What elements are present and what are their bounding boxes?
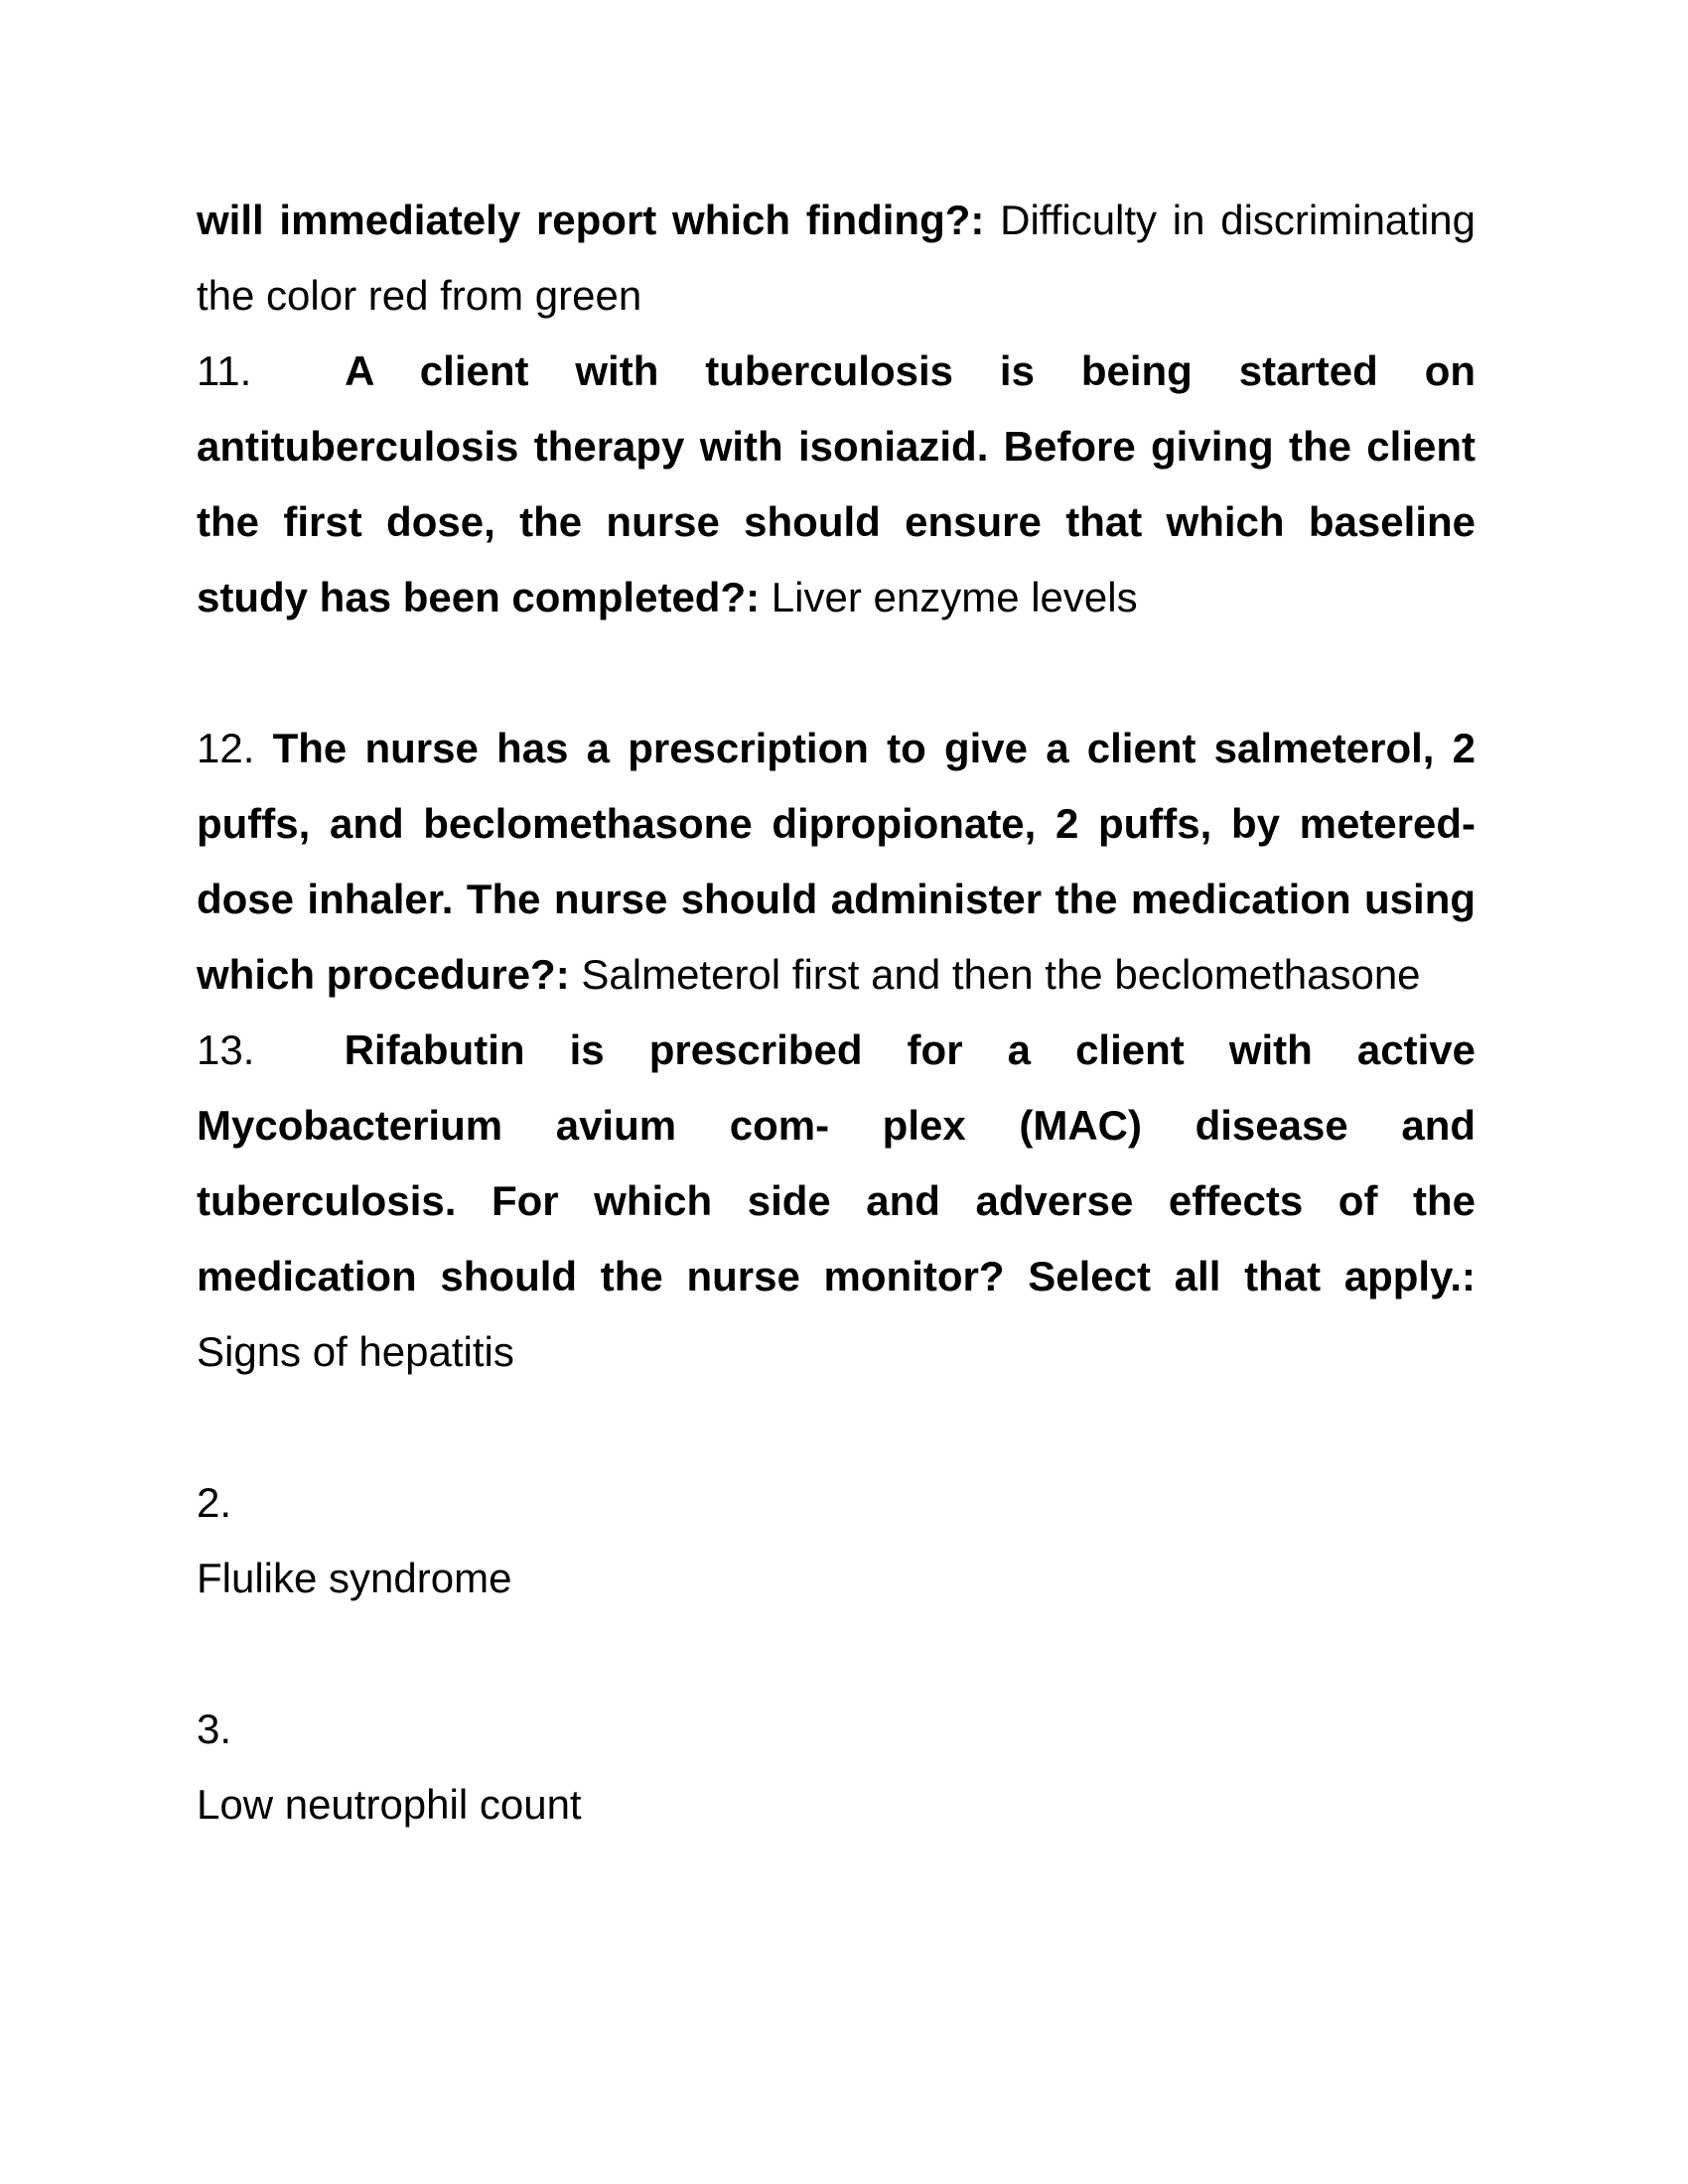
option-text: Flulike syndrome (197, 1555, 512, 1601)
question-text: The nurse has a prescription to give a client salmeterol, 2 puffs, and beclomethasone dipropionate, 2 puffs, by metered-dose inhaler. The nurse should administer the medication using which procedure?: (197, 725, 1477, 998)
item-number: 13. (197, 1026, 255, 1073)
question-text: Rifabutin is prescribed for a client with active Mycobacterium avium com- plex (MAC) disease and tuberculosis. For which side and adverse effects of the medication should the nurse monitor? Select all that apply.: (197, 1026, 1476, 1299)
item-number: 12. (197, 725, 255, 771)
question-text: A client with tuberculosis is being started on antituberculosis therapy with isoniazid. Before giving the client the first dose, the nurse should ensure that which baseline study has been completed?: (197, 347, 1477, 620)
answer-text: Liver enzyme levels (771, 574, 1138, 620)
answer-text: Salmeterol first and then the beclomethasone (581, 951, 1421, 998)
intro-paragraph (197, 183, 1476, 334)
question-item-12 (197, 711, 1476, 1013)
answer-text: Signs of hepatitis (197, 1328, 514, 1375)
spacer (197, 1616, 1476, 1692)
option-number: 3. (197, 1706, 232, 1752)
question-item-13 (197, 1013, 1476, 1390)
answer-text: Difficulty in discriminating the color red from green (197, 197, 1476, 319)
spacer (197, 635, 1476, 711)
question-text: will immediately report which finding?: (197, 197, 985, 243)
spacer (197, 1390, 1476, 1465)
option-number: 2. (197, 1479, 232, 1526)
document-page (197, 183, 1476, 1843)
option-text: Low neutrophil count (197, 1781, 582, 1828)
item-number: 11. (197, 347, 252, 394)
question-item-11 (197, 334, 1476, 635)
